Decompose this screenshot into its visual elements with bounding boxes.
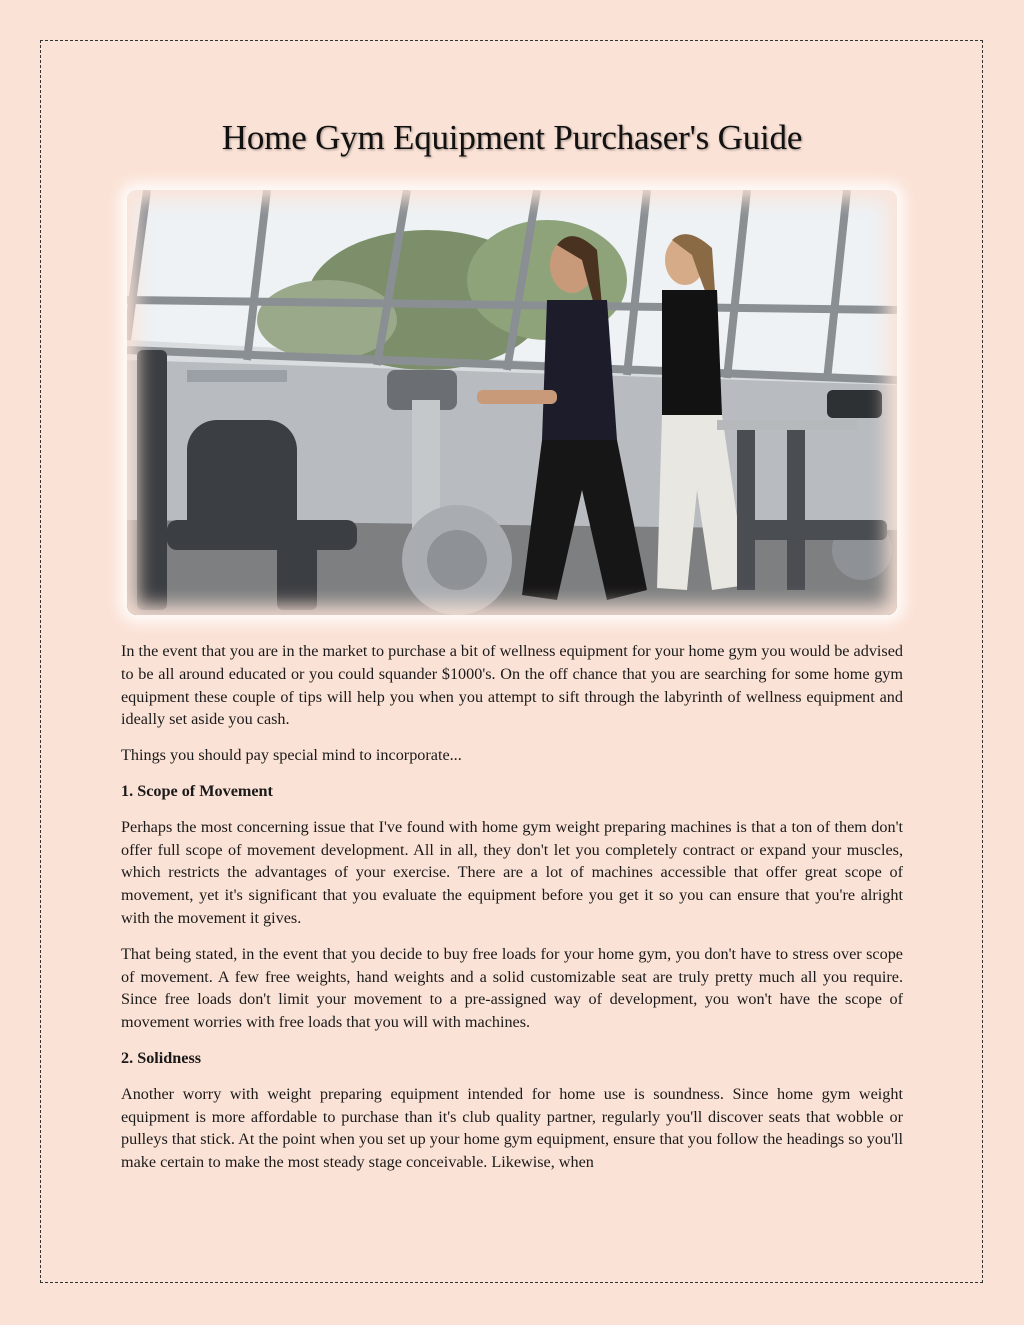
article-body xyxy=(121,640,903,1187)
scope-paragraph-2: That being stated, in the event that you decide to buy free loads for your home gym, you don't have to stress over scope of movement. A few free weights, hand weights and a solid customizable seat are truly pretty much all you require. Since free loads don't limit your movement to a pre-assigned way of development, you won't have the scope of movement worries with free loads that you will with machines. xyxy=(121,944,903,1032)
intro-paragraph: In the event that you are in the market to purchase a bit of wellness equipment for your home gym you would be advised to be all around educated or you could squander $1000's. On the off chance that you are searching for some home gym equipment these couple of tips will help you when you attempt to sift through the labyrinth of wellness equipment and ideally set aside you cash. xyxy=(121,642,903,729)
intro-lead: Things you should pay special mind to incorporate... xyxy=(121,746,462,765)
solidness-paragraph: Another worry with weight preparing equipment intended for home use is soundness. Since home gym weight equipment is more affordable to purchase than it's club quality partner, regularly you'll discover seats that wobble or pulleys that stick. At the point when you set up your home gym equipment, ensure that you follow the headings so you'll make certain to make the most steady stage conceivable. Likewise, when xyxy=(121,1084,903,1172)
gym-photo xyxy=(127,190,897,615)
scope-paragraph-1: Perhaps the most concerning issue that I've found with home gym weight preparing machines is that a ton of them don't offer full scope of movement development. All in all, they don't let you completely contract or expand your muscles, which restricts the advantages of your exercise. There are a lot of machines accessible that offer great scope of movement, yet it's significant that you evaluate the equipment before you get it so you can ensure that you're alright with the movement it gives. xyxy=(121,817,903,927)
section-heading-scope: 1. Scope of Movement xyxy=(121,781,273,800)
gym-treadmill-photo-icon xyxy=(127,190,897,615)
page-title: Home Gym Equipment Purchaser's Guide xyxy=(221,118,803,157)
section-heading-solidness: 2. Solidness xyxy=(121,1048,202,1067)
